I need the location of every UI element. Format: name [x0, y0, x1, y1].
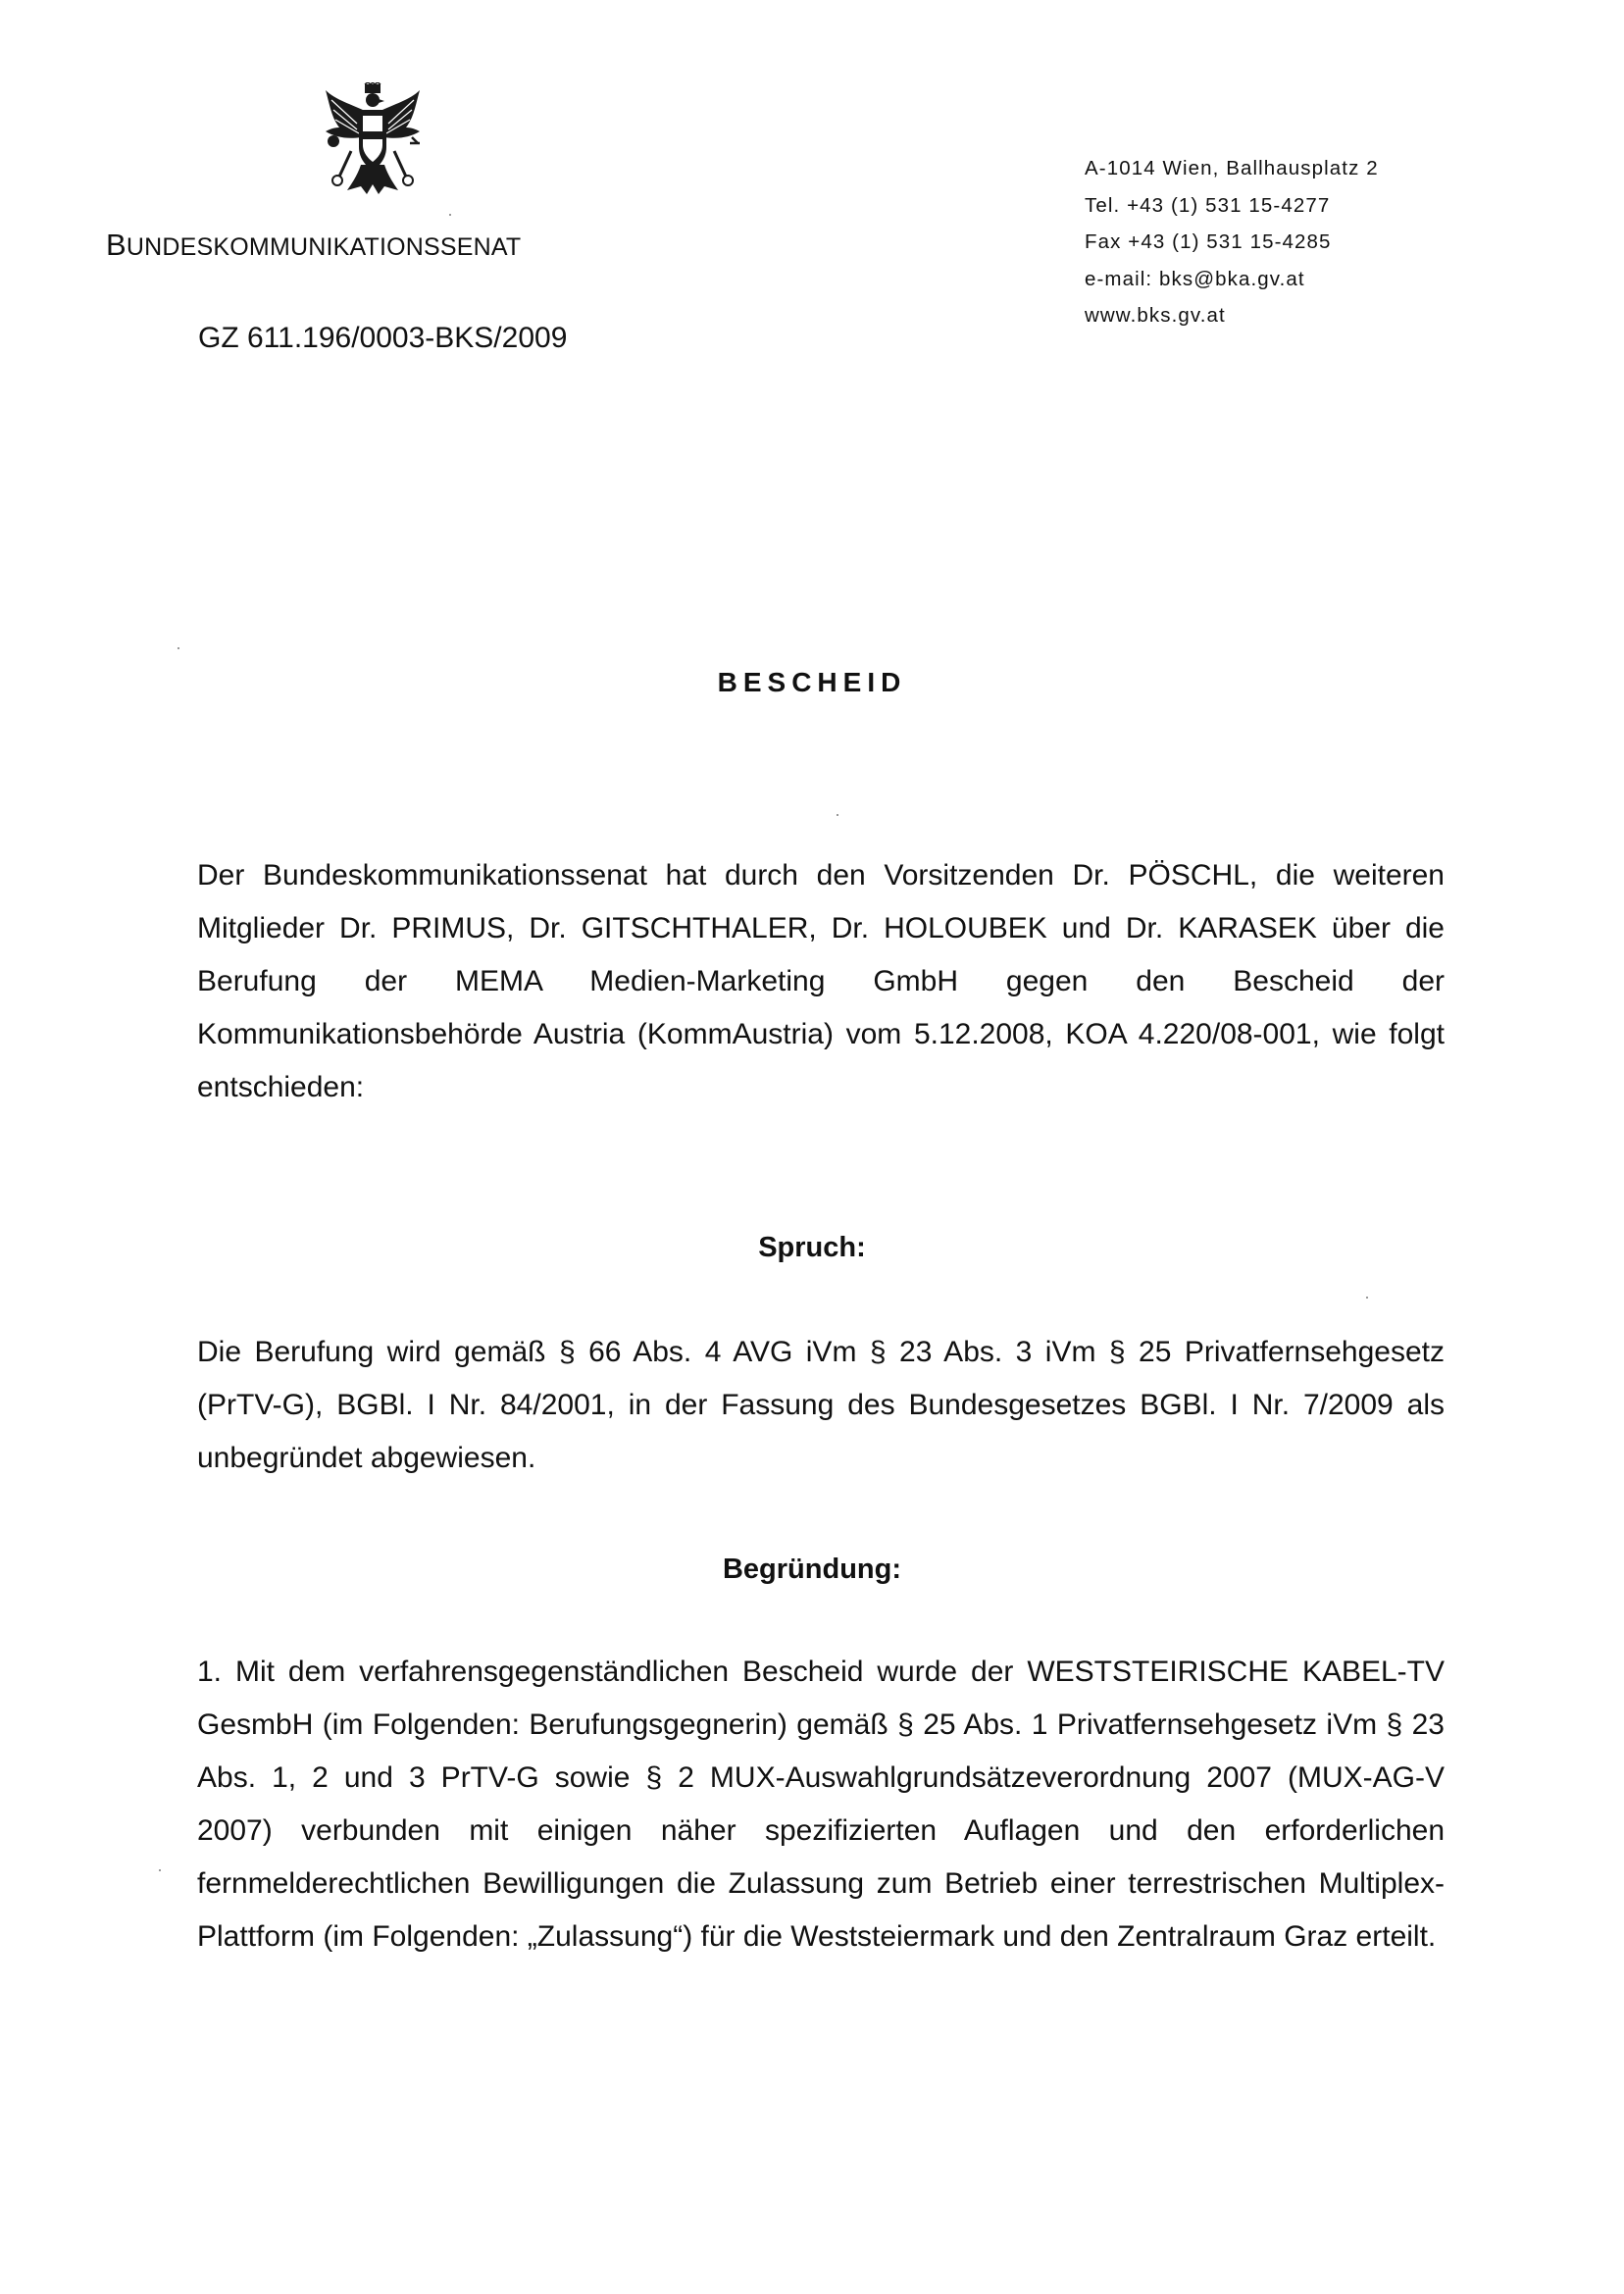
organization-name [106, 228, 521, 263]
contact-block [1085, 150, 1379, 334]
scan-speck [1366, 1297, 1368, 1299]
scan-speck [178, 647, 179, 649]
scan-speck [159, 1869, 161, 1871]
contact-fax: Fax +43 (1) 531 15-4285 [1085, 230, 1332, 253]
contact-phone: Tel. +43 (1) 531 15-4277 [1085, 193, 1331, 217]
begruendung-paragraph-1: 1. Mit dem verfahrensgegenständlichen Bescheid wurde der WESTSTEIRISCHE KABEL-TV GesmbH (im Folgenden: Berufungsgegnerin) gemäß § 25 Abs. 1 Privatfernsehgesetz iVm § 23 Abs. 1, 2 und 3 PrTV-G sowie § 2 MUX-Auswahlgrundsätzeverordnung 2007 (MUX-AG-V 2007) verbunden mit einigen näher spezifizierten Auflagen und den erforderlichen fernmelderechtlichen Bewilligungen die Zulassung zum Betrieb einer terrestrischen Multiplex-Plattform (im Folgenden: „Zulassung“) für die Weststeiermark und den Zentralraum Graz erteilt. [197, 1656, 1445, 1953]
contact-email: e-mail: bks@bka.gv.at [1085, 267, 1305, 290]
spruch-heading: Spruch: [758, 1232, 866, 1263]
contact-website: www.bks.gv.at [1085, 304, 1226, 327]
contact-address: A-1014 Wien, Ballhausplatz 2 [1085, 157, 1379, 179]
organization-name-initial: B [106, 228, 127, 262]
intro-paragraph: Der Bundeskommunikationssenat hat durch den Vorsitzenden Dr. PÖSCHL, die weiteren Mitglieder Dr. PRIMUS, Dr. GITSCHTHALER, Dr. HOLOUBEK und Dr. KARASEK über die Berufung der MEMA Medien-Marketing GmbH gegen den Bescheid der Kommunikationsbehörde Austria (KommAustria) vom 5.12.2008, KOA 4.220/08-001, wie folgt entschieden: [197, 859, 1445, 1103]
document-title: BESCHEID [717, 667, 907, 697]
scan-speck [837, 814, 838, 816]
spruch-paragraph: Die Berufung wird gemäß § 66 Abs. 4 AVG iVm § 23 Abs. 3 iVm § 25 Privatfernsehgesetz (PrTV-G), BGBl. I Nr. 84/2001, in der Fassung des Bundesgesetzes BGBl. I Nr. 7/2009 als unbegründet abgewiesen. [197, 1336, 1445, 1474]
scan-speck [449, 214, 451, 216]
organization-name-rest: UNDESKOMMUNIKATIONSSENAT [126, 233, 522, 261]
case-number: GZ 611.196/0003-BKS/2009 [198, 322, 568, 354]
begruendung-heading: Begründung: [722, 1554, 901, 1585]
austrian-eagle-emblem-icon [322, 82, 424, 200]
